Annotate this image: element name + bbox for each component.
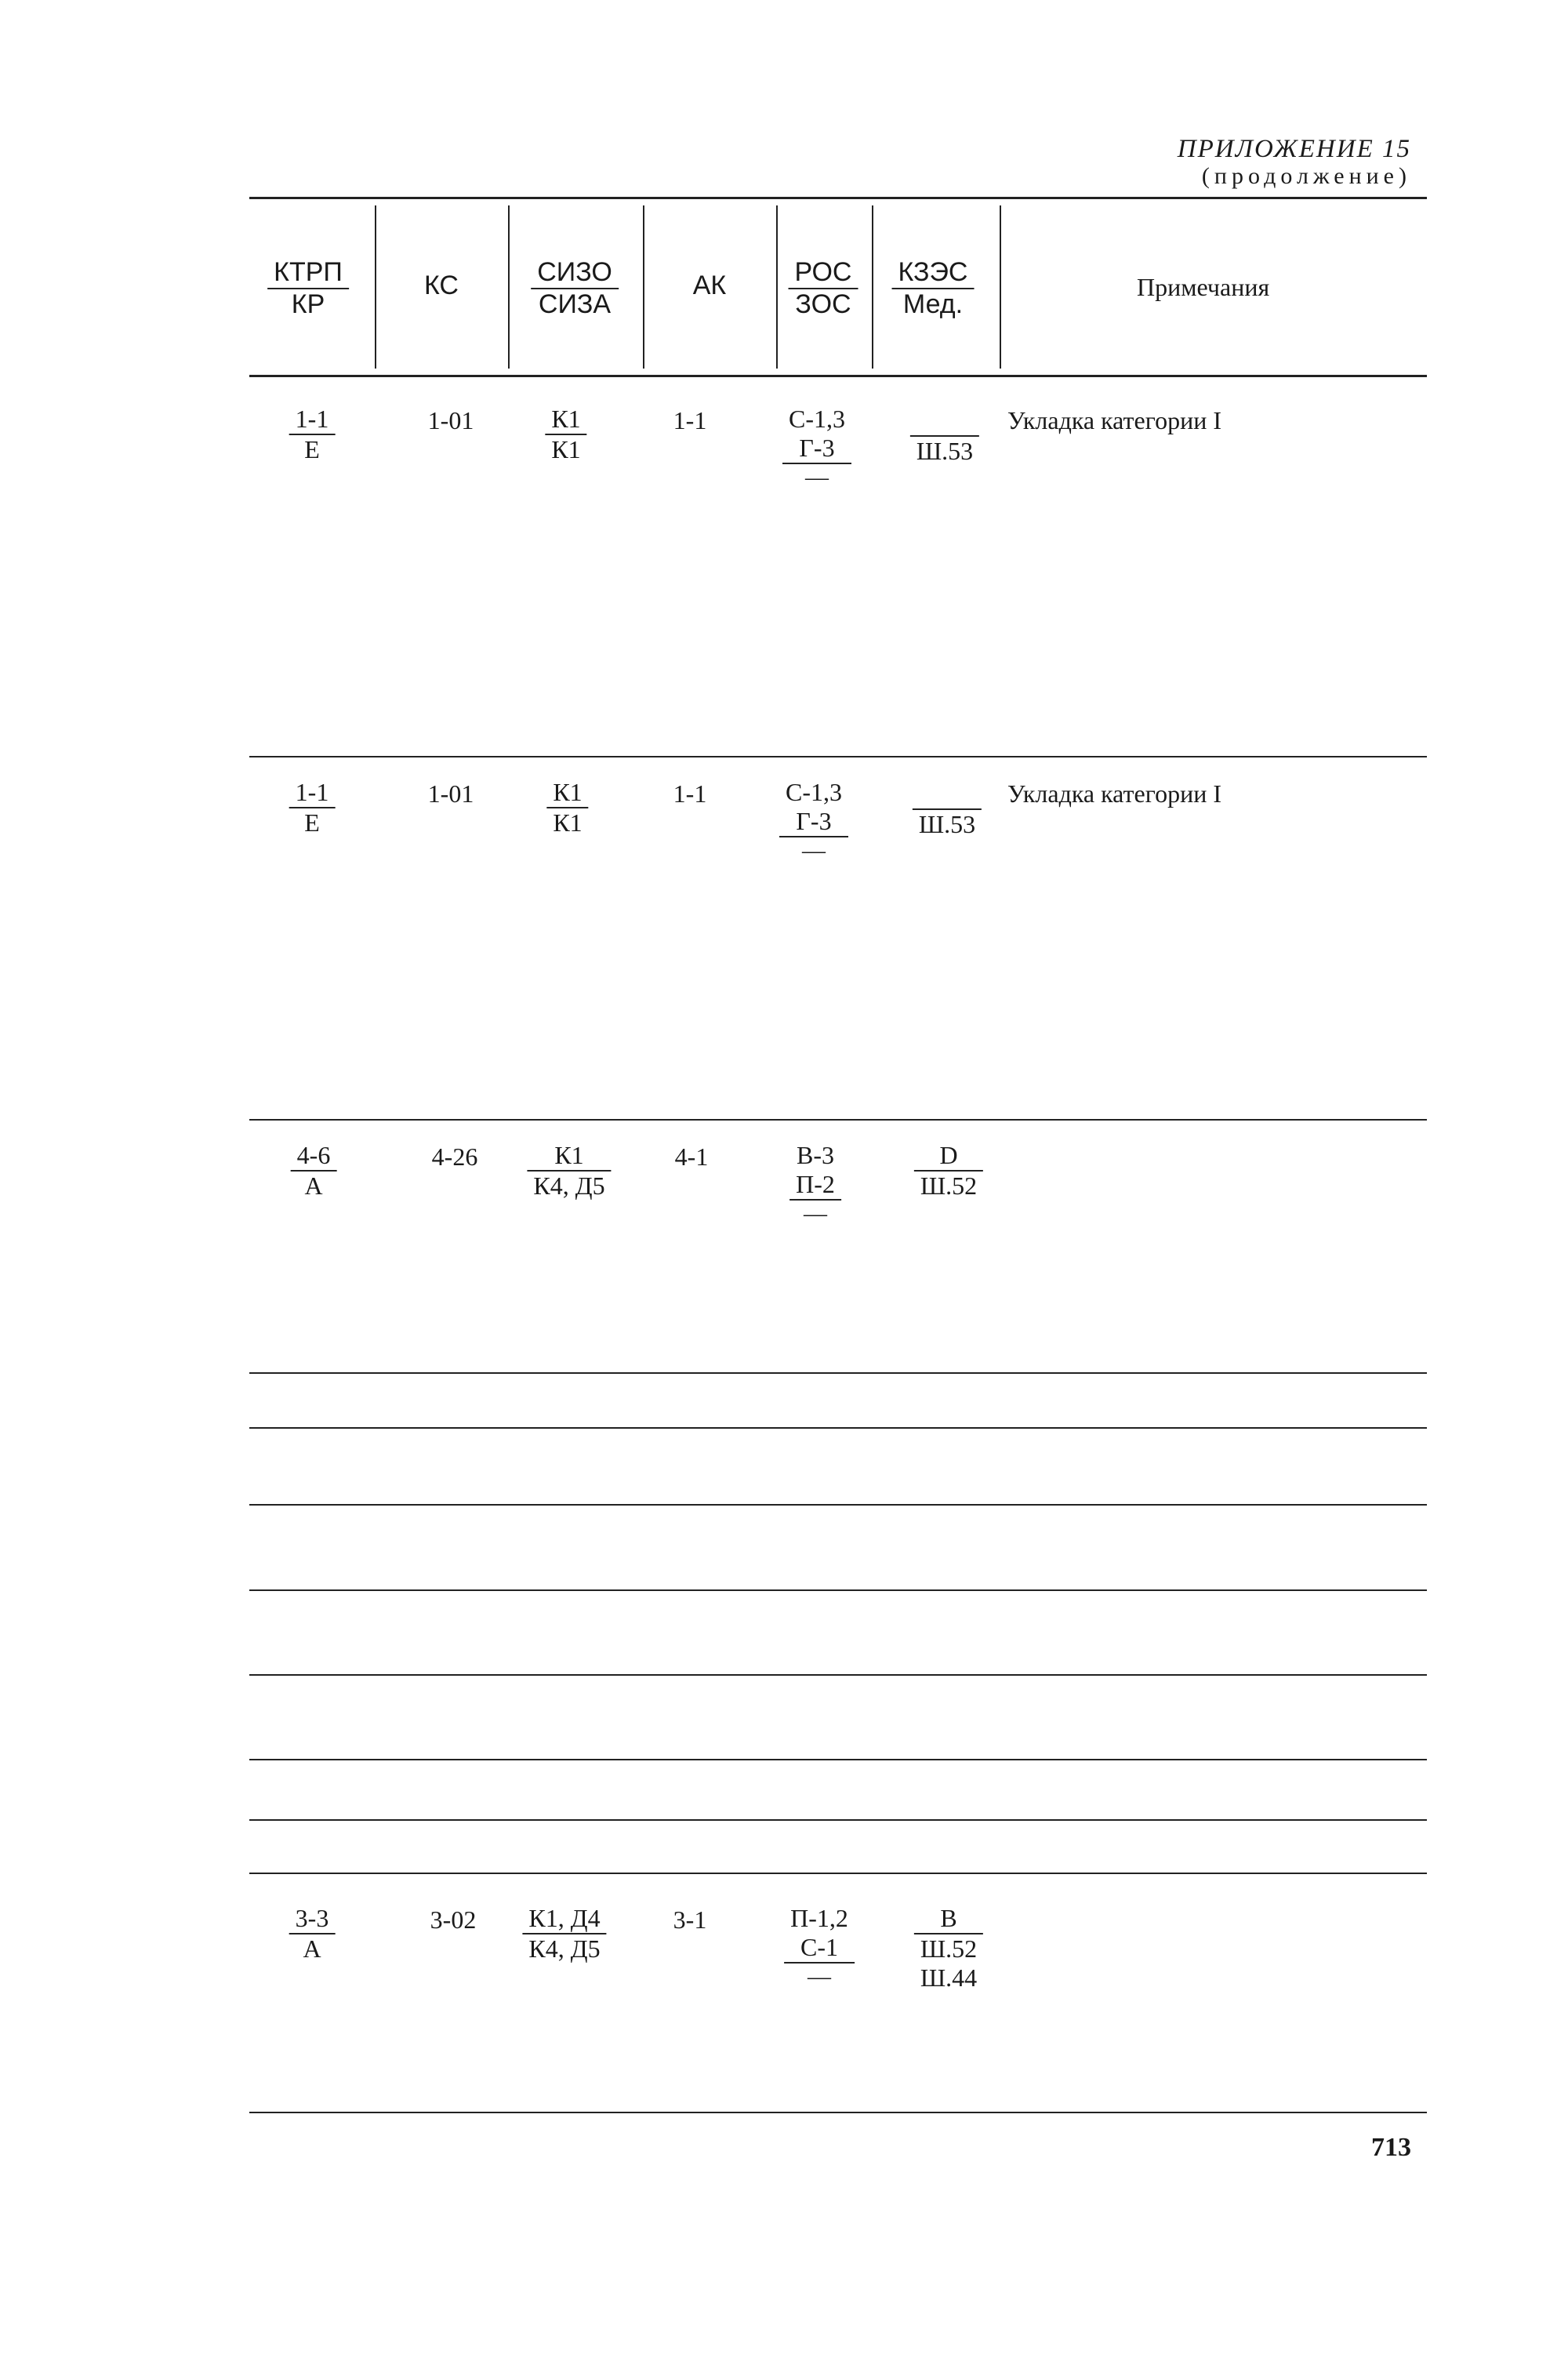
row1-ros [782, 405, 851, 489]
row1-kzes-den: Ш.53 [916, 437, 974, 465]
col-divider [1000, 205, 1001, 369]
row1-kzes [910, 406, 979, 466]
row4-ros-num-line1: П-1,2 [790, 1904, 848, 1932]
row1-note: Укладка категории I [1007, 406, 1221, 434]
row1-kzes-num [910, 406, 979, 437]
header-ros-num: РОС [789, 257, 858, 289]
row2-sizo-den: К1 [553, 808, 583, 837]
row2-ktrp-num: 1-1 [289, 778, 336, 808]
row2-kzes-den: Ш.53 [918, 810, 976, 838]
row4-ros-den: — [807, 1963, 831, 1989]
row4-ktrp [289, 1904, 336, 1963]
row4-ak: 3-1 [673, 1905, 707, 1934]
row2-ros-num-line1: С-1,3 [786, 778, 842, 806]
row3-ros-den: — [803, 1200, 827, 1226]
empty-row-rule [249, 1427, 1427, 1429]
row2-kzes [913, 779, 982, 839]
header-sizo [531, 257, 619, 320]
row2-ktrp [289, 778, 336, 837]
row4-sizo-num: К1, Д4 [522, 1904, 606, 1934]
row4-ktrp-den: А [303, 1934, 321, 1963]
row2-ros-num-line2: Г-3 [796, 806, 832, 835]
row1-ros-num-line1: С-1,3 [789, 405, 845, 433]
empty-row-rule [249, 1674, 1427, 1676]
row3-kzes-num: D [914, 1141, 983, 1172]
row1-ros-num-line2: Г-3 [799, 433, 835, 462]
row1-ktrp-den: Е [304, 434, 320, 463]
row2-ros-num [779, 778, 848, 837]
empty-row-rule [249, 1589, 1427, 1591]
row2-note: Укладка категории I [1007, 779, 1221, 808]
col-divider [872, 205, 873, 369]
empty-row-rule [249, 1819, 1427, 1821]
row1-ktrp-num: 1-1 [289, 405, 336, 435]
row4-kzes [914, 1904, 983, 1992]
row3-kzes [914, 1141, 983, 1201]
header-kzes-num: КЗЭС [892, 257, 975, 289]
row1-sizo-num: К1 [545, 405, 586, 435]
row1-sizo [545, 405, 586, 464]
row2-sizo-num: К1 [546, 778, 588, 808]
row4-sizo [522, 1904, 606, 1963]
row-separator [249, 756, 1427, 757]
row3-ros-num-line1: В-3 [796, 1141, 834, 1169]
row3-ros-num-line2: П-2 [796, 1169, 835, 1198]
row3-sizo-num: К1 [527, 1141, 611, 1172]
row1-ks: 1-01 [427, 406, 474, 434]
header-sizo-den: СИЗА [538, 289, 612, 320]
header-ak: АК [692, 271, 727, 300]
row3-ros-num [789, 1141, 841, 1201]
row3-ros [789, 1141, 841, 1226]
row4-ros-num-line2: С-1 [800, 1932, 838, 1961]
header-ktrp [267, 257, 349, 320]
header-ros-den: ЗОС [795, 289, 851, 320]
row4-ks: 3-02 [430, 1905, 477, 1934]
row2-sizo [546, 778, 588, 837]
header-ktrp-num: КТРП [267, 257, 349, 289]
row2-ktrp-den: Е [304, 808, 320, 837]
row3-kzes-den: Ш.52 [920, 1171, 978, 1200]
table-bottom-rule [249, 2112, 1427, 2113]
col-divider [643, 205, 644, 369]
row4-kzes-num: В [914, 1904, 983, 1934]
row3-ktrp-den: А [304, 1171, 323, 1200]
row3-ktrp [291, 1141, 337, 1201]
row1-ros-den: — [805, 463, 829, 490]
row4-sizo-den: К4, Д5 [528, 1934, 601, 1963]
row4-kzes-den-line2: Ш.44 [920, 1963, 978, 1992]
empty-row-rule [249, 1759, 1427, 1760]
header-notes: Примечания [1137, 273, 1270, 301]
page-number: 713 [1371, 2133, 1411, 2162]
header-sizo-num: СИЗО [531, 257, 619, 289]
empty-row-rule [249, 1873, 1427, 1874]
table-header-bottom-rule [249, 375, 1427, 377]
row1-ktrp [289, 405, 336, 464]
row2-ros [779, 778, 848, 863]
row3-sizo-den: К4, Д5 [533, 1171, 605, 1200]
row4-kzes-den [914, 1934, 983, 1993]
row3-sizo [527, 1141, 611, 1201]
appendix-subtitle: (продолжение) [1201, 163, 1411, 189]
col-divider [776, 205, 778, 369]
header-ks: КС [424, 271, 459, 300]
row4-ros-num [784, 1904, 855, 1963]
row2-ak: 1-1 [673, 779, 707, 808]
appendix-title: ПРИЛОЖЕНИЕ 15 [1177, 135, 1411, 163]
row3-ktrp-num: 4-6 [291, 1141, 337, 1172]
header-kzes [892, 257, 975, 320]
row4-kzes-den-line1: Ш.52 [920, 1934, 978, 1963]
row1-ros-num [782, 405, 851, 464]
row3-ak: 4-1 [674, 1142, 709, 1171]
row2-ros-den: — [802, 837, 826, 863]
row-separator [249, 1119, 1427, 1121]
row2-ks: 1-01 [427, 779, 474, 808]
header-ros [789, 257, 858, 320]
empty-row-rule [249, 1372, 1427, 1374]
row4-ktrp-num: 3-3 [289, 1904, 336, 1934]
row1-sizo-den: К1 [551, 434, 581, 463]
col-divider [508, 205, 510, 369]
header-ktrp-den: КР [291, 289, 325, 320]
empty-row-rule [249, 1504, 1427, 1506]
row4-ros [784, 1904, 855, 1989]
row3-ks: 4-26 [431, 1142, 478, 1171]
header-kzes-den: Мед. [902, 289, 964, 320]
row1-ak: 1-1 [673, 406, 707, 434]
col-divider [375, 205, 376, 369]
row2-kzes-num [913, 779, 982, 810]
table-top-rule [249, 197, 1427, 199]
